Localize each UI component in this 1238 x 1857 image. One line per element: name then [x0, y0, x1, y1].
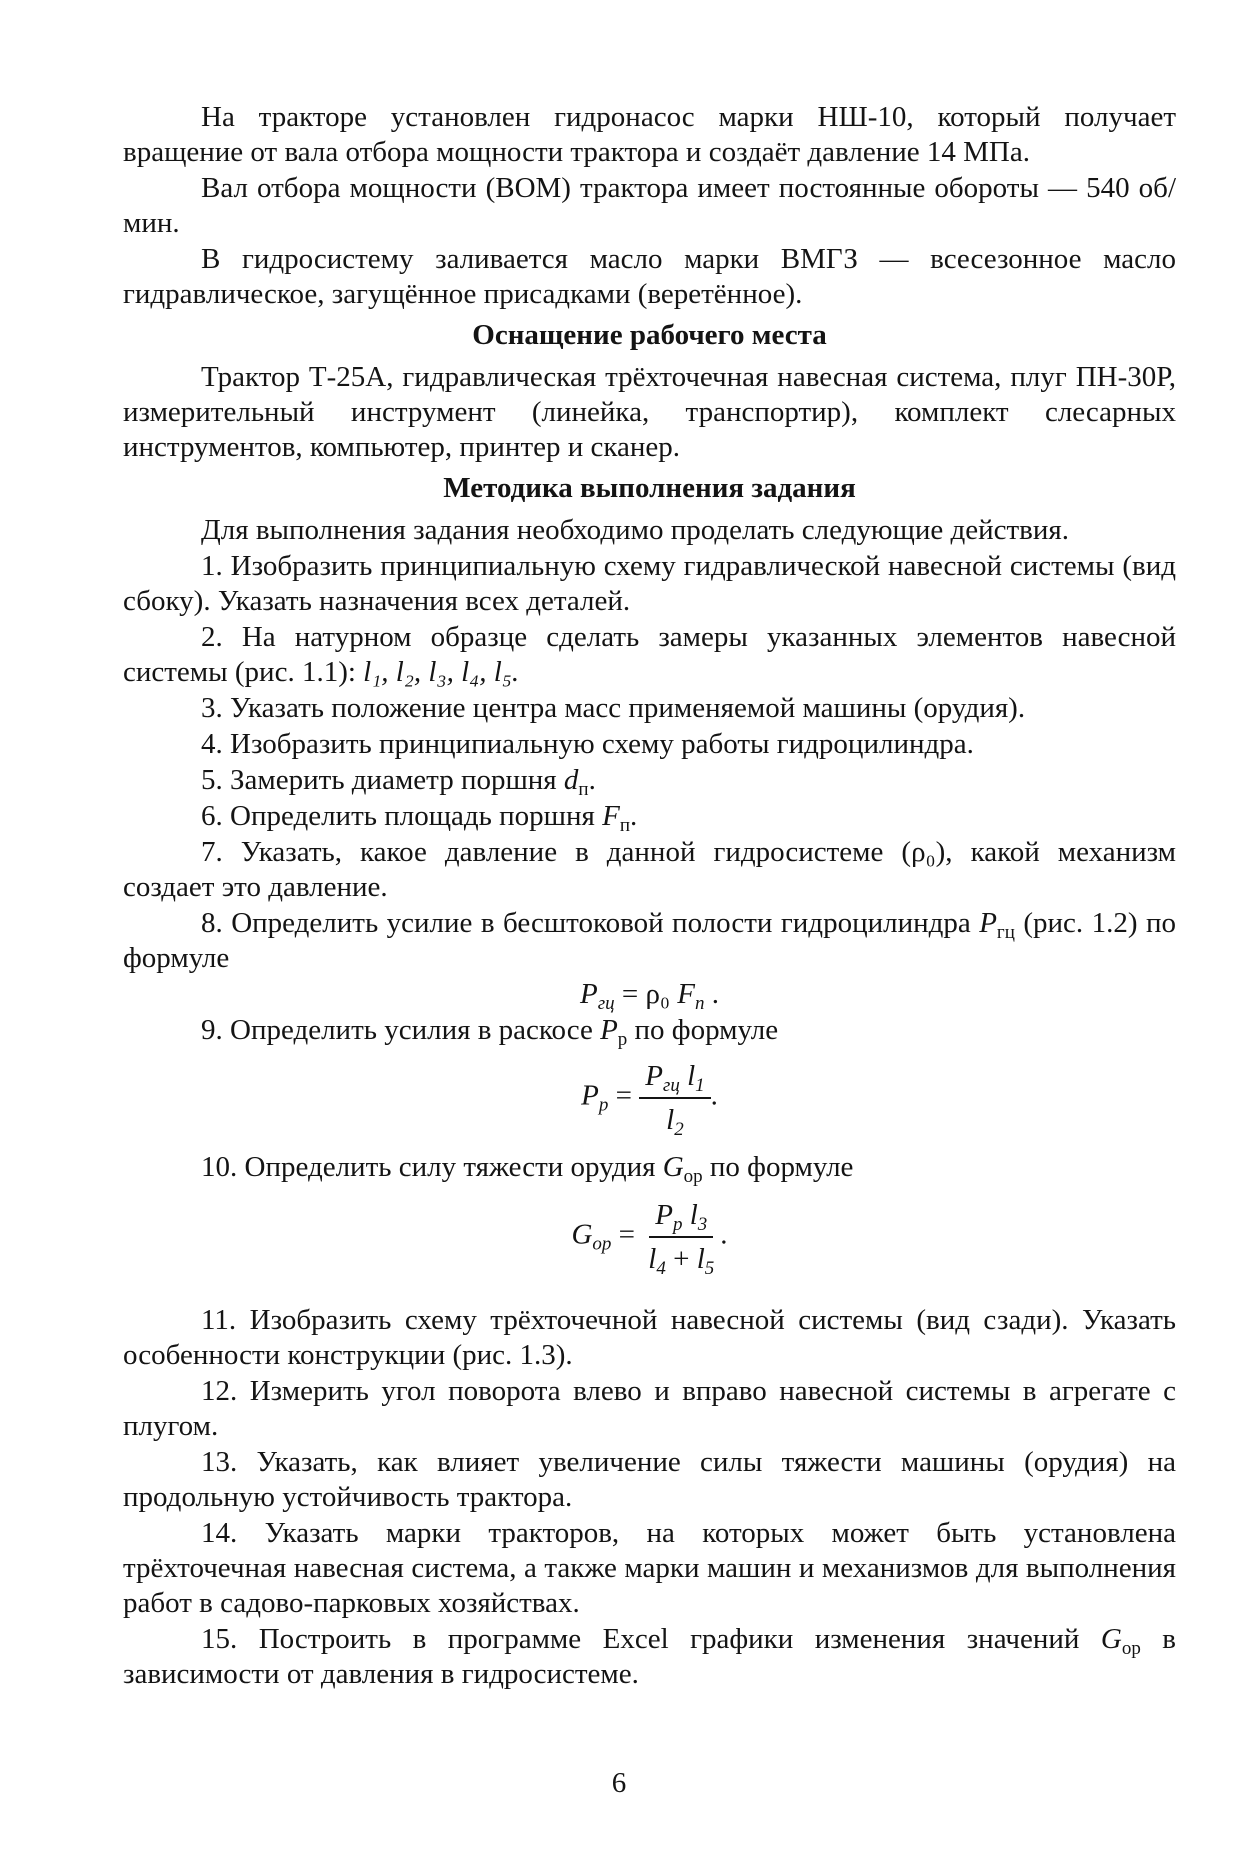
step-6-subscript: п [619, 815, 630, 836]
step-12: 12. Измерить угол поворота влево и вправо навесной системы в агрегате с плугом. [123, 1375, 1176, 1442]
step-5-text: 5. Замерить диаметр поршня [201, 764, 564, 796]
paragraph-pump: На тракторе установлен гидронасос марки НШ-10, который получает вращение от вала отбора мощности трактора и создаёт давление 14 МПа. [123, 101, 1176, 168]
heading-equipment: Оснащение рабочего места [472, 319, 827, 351]
formula-2-lhs: P [581, 1079, 599, 1112]
step-8-text: 8. Определить усилие в бесштоковой полости гидроцилиндра [201, 907, 980, 939]
step-10-variable: G [662, 1151, 684, 1183]
step-2-variables: l₁, l₂, l₃, l₄, l₅. [363, 656, 520, 688]
step-9-tail: по формуле [627, 1014, 779, 1046]
step-6: 6. Определить площадь поршня $F_п$. [201, 800, 638, 836]
formula-1-rhs-text: = ρ₀ [614, 978, 678, 1010]
step-9-text: 9. Определить усилия в раскосе [201, 1014, 601, 1046]
formula-1-rhs-sub: п [695, 993, 705, 1014]
step-4: 4. Изобразить принципиальную схему работы гидроцилиндра. [201, 728, 974, 760]
formula-1-rhs-var: F [677, 978, 696, 1010]
step-15-subscript: ор [1121, 1638, 1141, 1659]
formula-brace-force: $P_р$ = $\frac{P_{гц} l_1}{l_2}$ . [581, 1060, 718, 1140]
step-8 [123, 906, 1176, 976]
step-8-subscript: гц [996, 922, 1015, 943]
step-10-tail: по формуле [702, 1151, 854, 1183]
step-3: 3. Указать положение центра масс применяемой машины (орудия). [201, 692, 1026, 724]
step-2 [123, 620, 1176, 690]
formula-2-num-var: P [645, 1060, 663, 1092]
step-10-text: 10. Определить силу тяжести орудия [201, 1151, 663, 1183]
formula-3-num-var2: l [682, 1199, 698, 1231]
formula-cylinder-force [123, 977, 1176, 1012]
step-5-variable: d [563, 764, 579, 796]
formula-3-lhs-sub: ор [592, 1233, 612, 1255]
step-11: 11. Изобразить схему трёхточечной навесной системы (вид сзади). Указать особенности конструкции (рис. 1.3). [123, 1304, 1176, 1371]
formula-1-end: . [704, 978, 720, 1010]
formula-3-num-var2-sub: 3 [697, 1214, 708, 1235]
formula-1-lhs: P [579, 978, 598, 1010]
step-7: 7. Указать, какое давление в данной гидросистеме (ρ₀), какой механизм создает это давление. [123, 836, 1176, 903]
step-13: 13. Указать, как влияет увеличение силы тяжести машины (орудия) на продольную устойчивость трактора. [123, 1446, 1176, 1513]
formula-implement-weight: $G_{ор}$ = $\frac{P_р l_3}{l_4 + l_5}$ . [571, 1199, 728, 1279]
formula-3-den-a: l [648, 1243, 657, 1275]
paragraph-oil: В гидросистему заливается масло марки ВМГЗ — всесезонное масло гидравлическое, загущённое присадками (веретённое). [123, 243, 1176, 310]
heading-method: Методика выполнения задания [443, 472, 856, 504]
step-9-variable: P [600, 1014, 618, 1046]
formula-2-num-var2: l [679, 1060, 696, 1092]
formula-2-den-sub: 2 [674, 1119, 684, 1140]
step-2-text: 2. На натурном образце сделать замеры указанных элементов навесной системы (рис. 1.1): [123, 621, 1176, 688]
formula-3-den-b-sub: 5 [704, 1258, 715, 1279]
step-6-variable: F [602, 800, 620, 832]
formula-2-num-sub: гц [662, 1075, 680, 1096]
step-8-tail: (рис. 1.2) по формуле [123, 907, 1176, 974]
formula-2-numerator [639, 1058, 710, 1099]
step-10 [123, 1150, 1176, 1185]
formula-3-fraction [642, 1197, 720, 1277]
page-number: 6 [611, 1767, 627, 1799]
step-8-variable: P [979, 907, 997, 939]
step-1: 1. Изобразить принципиальную схему гидравлической навесной системы (вид сбоку). Указать назначения всех деталей. [123, 550, 1176, 617]
formula-1-lhs-sub: гц [597, 993, 615, 1014]
formula-3-lhs: G [571, 1218, 593, 1251]
formula-3-den-b: l [696, 1243, 705, 1275]
formula-3-den-a-sub: 4 [656, 1258, 666, 1279]
formula-3-den-plus: + [665, 1243, 697, 1275]
formula-2-end: . [710, 1079, 718, 1112]
formula-3-numerator [649, 1197, 713, 1238]
step-6-text: 6. Определить площадь поршня [201, 800, 603, 832]
step-5: 5. Замерить диаметр поршня $d_п$. [201, 764, 596, 800]
formula-2-num-var2-sub: 1 [695, 1075, 705, 1096]
step-15-text: 15. Построить в программе Excel графики изменения значений [201, 1623, 1101, 1655]
formula-2-fraction [639, 1058, 710, 1138]
formula-2-denominator [660, 1099, 690, 1138]
step-10-subscript: ор [683, 1166, 703, 1187]
formula-2-den-var: l [666, 1104, 675, 1136]
step-15-tail: в зависимости от давления в гидросистеме. [123, 1623, 1176, 1690]
step-9 [123, 1013, 1176, 1048]
formula-2-lhs-sub: р [598, 1094, 609, 1116]
step-5-subscript: п [578, 779, 589, 800]
formula-3-num-var: P [655, 1199, 673, 1231]
paragraph-equipment: Трактор Т-25А, гидравлическая трёхточечная навесная система, плуг ПН-30Р, измерительный инструмент (линейка, транспортир), комплект слесарных инструментов, компьютер, принтер и сканер. [123, 361, 1176, 463]
step-14: 14. Указать марки тракторов, на которых может быть установлена трёхточечная навесная система, а также марки машин и механизмов для выполнения работ в садово-парковых хозяйствах. [123, 1517, 1176, 1619]
formula-3-end: . [720, 1218, 728, 1251]
step-15 [123, 1622, 1176, 1692]
step-15-variable: G [1100, 1623, 1122, 1655]
paragraph-pto: Вал отбора мощности (ВОМ) трактора имеет постоянные обороты — 540 об/мин. [123, 172, 1176, 239]
formula-3-num-sub: р [672, 1214, 683, 1235]
formula-3-denominator [642, 1238, 720, 1277]
paragraph-intro: Для выполнения задания необходимо проделать следующие действия. [201, 514, 1069, 546]
step-9-subscript: р [617, 1029, 628, 1050]
